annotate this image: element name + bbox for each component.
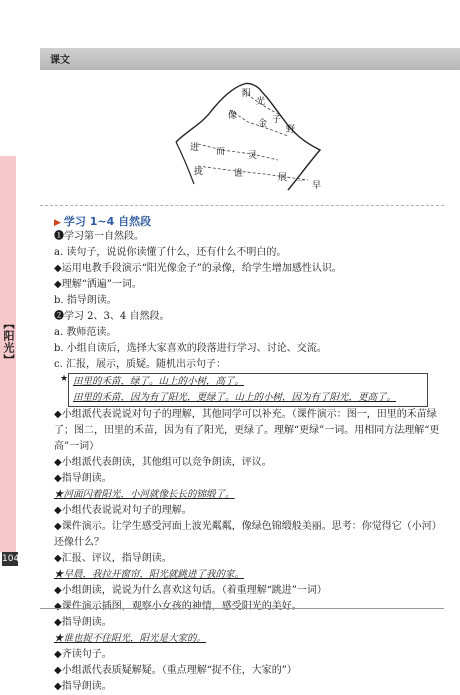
section-title <box>54 214 444 229</box>
mountain-label: 展 <box>278 173 288 183</box>
section-title-text: 学习 1~4 自然段 <box>63 215 152 228</box>
text-line: ◆指导朗读。 <box>54 473 112 484</box>
star-icon: ★ <box>60 374 69 384</box>
text-line: ❶学习第一自然段。 <box>54 231 144 242</box>
mountain-label: 子 <box>272 115 282 125</box>
box-line: 田里的禾苗，因为有了阳光，更绿了。山上的小树，因为有了阳光，更高了。 <box>73 392 397 403</box>
text-line: ◆小组派代表朗读，其他组可以竞争朗读，评议。 <box>54 457 272 468</box>
text-line: ◆小组代表说说对句子的理解。 <box>54 505 192 516</box>
text-line: c. 汇报，展示，质疑。随机出示句子： <box>54 359 226 370</box>
box-line: 田里的禾苗，绿了。山上的小树，高了。 <box>73 376 245 387</box>
mountain-label: 而 <box>216 147 226 157</box>
text-line: ◆汇报、评议，指导朗读。 <box>54 553 172 564</box>
text-line: ◆小组朗读，说说为什么喜欢这句话。（着重理解“跳进”一词） <box>54 585 327 596</box>
lines-block-1 <box>54 229 444 373</box>
text-line: ◆课件演示插图，观察小女孩的神情，感受阳光的美好。 <box>54 601 302 612</box>
mountain-label: 一 <box>296 177 306 187</box>
mountain-label: 金 <box>258 119 268 129</box>
mountain-label: 野 <box>286 125 296 135</box>
mountain-label: 早 <box>312 181 322 191</box>
handwritten-sentence: ★河面闪着阳光，小河就像长长的锦缎了。 <box>54 489 235 500</box>
mountain-diagram <box>168 80 328 192</box>
lesson-content <box>54 214 444 695</box>
text-line: ◆课件演示。让学生感受河面上波光粼粼，像绿色锦缎般美丽。思考：你觉得它（小河）还像什么？ <box>54 521 442 548</box>
bottom-rule <box>40 608 444 609</box>
mountain-label: 进 <box>190 143 200 153</box>
text-line: ◆运用电教手段演示“阳光像金子”的录像，给学生增加感性认识。 <box>54 263 342 274</box>
text-line: ◆齐读句子。 <box>54 649 112 660</box>
mountain-label: 谁 <box>234 169 244 179</box>
mountain-label: 光 <box>256 97 266 107</box>
triangle-icon: ▶ <box>54 218 61 228</box>
mountain-label: 拢 <box>194 167 204 177</box>
handwritten-sentence: ★早晨，我拉开窗帘，阳光就跳进了我的家。 <box>54 569 245 580</box>
handwritten-sentence: ★谁也捉不住阳光，阳光是大家的。 <box>54 633 207 644</box>
text-line: b. 小组自读后，选择大家喜欢的段落进行学习、讨论、交流。 <box>54 343 327 354</box>
sentence-box <box>60 373 428 407</box>
side-label: 【阳光】 <box>2 318 15 366</box>
dashed-path-3 <box>198 144 278 160</box>
header-bar <box>40 48 460 70</box>
mountain-label: 阳 <box>242 89 252 99</box>
header-left-blank <box>0 48 40 70</box>
text-line: ◆指导朗读。 <box>54 617 112 628</box>
text-line: a. 教师范读。 <box>54 327 117 338</box>
dashed-path-4 <box>198 166 308 180</box>
text-line: ◆小组派代表质疑解疑。（重点理解“捉不住，大家的”） <box>54 665 297 676</box>
section-divider <box>40 205 444 206</box>
page-number: 104 <box>2 554 20 564</box>
mountain-label: 灵 <box>248 151 258 161</box>
text-line: ◆指导朗读。 <box>54 681 112 692</box>
text-line: b. 指导朗读。 <box>54 295 117 306</box>
header-label: 课文 <box>50 55 70 66</box>
text-line: ◆小组派代表说说对句子的理解，其他同学可以补充。（课件演示：图一，田里的禾苗绿了；图二，田里的禾苗，因为有了阳光，更绿了。理解“更绿”一词。用相同方法理解“更高”一词） <box>54 409 440 452</box>
text-line: a. 读句子，说说你读懂了什么，还有什么不明白的。 <box>54 247 287 258</box>
text-line: ❷学习 2、3、4 自然段。 <box>54 311 170 322</box>
mountain-label: 像 <box>228 111 238 121</box>
text-line: ◆理解“洒遍”一词。 <box>54 279 142 290</box>
